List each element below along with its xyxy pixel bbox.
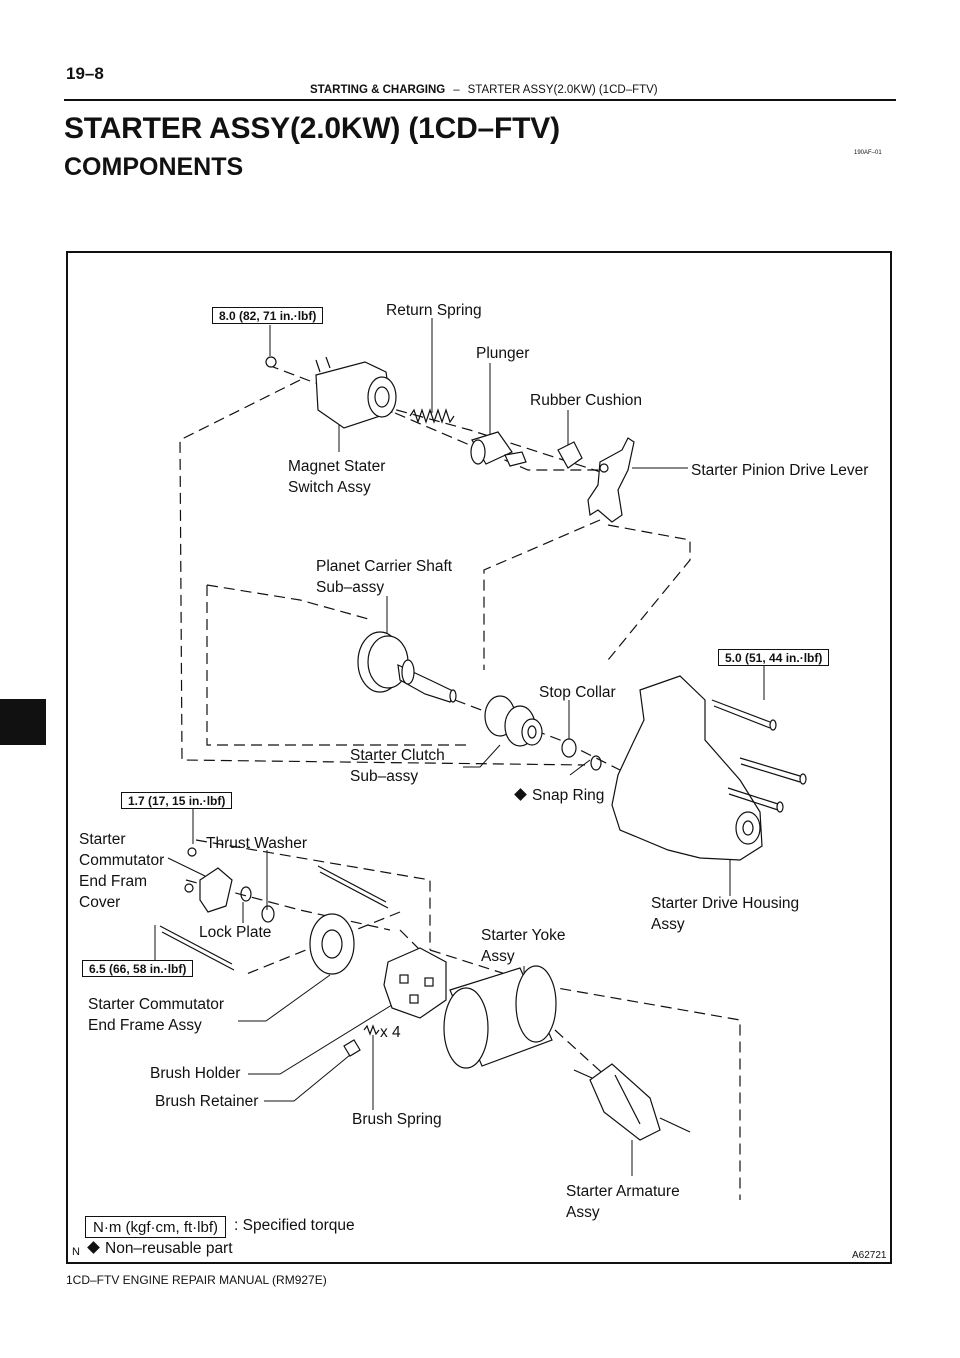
label-cover-line4: Cover	[79, 894, 121, 911]
label-lock-plate: Lock Plate	[199, 924, 272, 941]
brush-spring-part	[364, 1026, 379, 1034]
legend-torque-text: : Specified torque	[234, 1217, 355, 1234]
starter-clutch-part	[485, 696, 542, 746]
label-thrust-washer: Thrust Washer	[206, 835, 308, 852]
label-cover-line3: End Fram	[79, 873, 148, 890]
figure-code: A62721	[852, 1250, 887, 1261]
label-starter-clutch-line1: Starter Clutch	[350, 747, 445, 764]
section-title: COMPONENTS	[64, 153, 244, 181]
label-starter-yoke	[481, 925, 565, 967]
page-title: STARTER ASSY(2.0KW) (1CD–FTV)	[64, 112, 560, 145]
label-starter-clutch	[350, 745, 445, 787]
label-brush-retainer: Brush Retainer	[155, 1093, 259, 1110]
label-cover-line2: Commutator	[79, 852, 165, 869]
label-drive-housing-line2: Assy	[651, 916, 685, 933]
label-magnet-switch-line2: Switch Assy	[288, 479, 371, 496]
label-magnet-switch	[288, 456, 385, 498]
label-end-frame-line1: Starter Commutator	[88, 996, 225, 1013]
label-starter-yoke-line1: Starter Yoke	[481, 927, 566, 944]
label-brush-count: x 4	[380, 1024, 401, 1041]
planet-carrier-part	[358, 632, 456, 702]
starter-armature-part	[574, 1064, 690, 1140]
page-code: 190AF–01	[854, 150, 882, 156]
label-starter-armature	[566, 1181, 680, 1223]
drive-lever-part	[588, 438, 634, 522]
legend-torque-unit-box: N·m (kgf·cm, ft·lbf)	[85, 1216, 226, 1238]
torque-magnet-switch-nut: 8.0 (82, 71 in.·lbf)	[212, 307, 323, 324]
brush-retainer-part	[344, 1040, 360, 1056]
label-brush-holder: Brush Holder	[150, 1065, 241, 1082]
drive-housing-part	[612, 676, 806, 860]
lock-plate-part	[241, 887, 251, 901]
figure-corner-mark: N	[72, 1246, 80, 1258]
label-snap-ring	[513, 785, 604, 806]
label-starter-yoke-line2: Assy	[481, 948, 515, 965]
torque-end-frame-cover-screw: 1.7 (17, 15 in.·lbf)	[121, 792, 232, 809]
label-magnet-switch-line1: Magnet Stater	[288, 458, 386, 475]
label-drive-housing	[651, 893, 799, 935]
label-end-frame-line2: End Frame Assy	[88, 1017, 202, 1034]
label-brush-spring: Brush Spring	[352, 1111, 442, 1128]
snap-ring-part	[591, 756, 601, 770]
header-section: STARTING & CHARGING	[310, 84, 446, 96]
brush-holder-part	[384, 948, 446, 1018]
label-rubber-cushion: Rubber Cushion	[530, 392, 643, 409]
label-pinion-drive-lever: Starter Pinion Drive Lever	[691, 462, 869, 479]
legend-nonreusable	[86, 1240, 233, 1258]
commutator-end-frame-part	[310, 914, 354, 974]
label-armature-line2: Assy	[566, 1204, 600, 1221]
stop-collar-part	[562, 739, 576, 757]
torque-drive-housing-bolt: 5.0 (51, 44 in.·lbf)	[718, 649, 829, 666]
plunger-part	[471, 432, 526, 466]
label-commutator-end-frame-cover	[79, 829, 164, 913]
label-planet-carrier-line2: Sub–assy	[316, 579, 385, 596]
header-subsection: STARTER ASSY(2.0KW) (1CD–FTV)	[467, 84, 658, 96]
label-planet-carrier	[316, 556, 452, 598]
page-number: 19–8	[66, 64, 104, 83]
magnet-switch-part	[266, 357, 396, 428]
label-cover-line1: Starter	[79, 831, 126, 848]
nonreusable-diamond-icon	[514, 788, 527, 801]
label-planet-carrier-line1: Planet Carrier Shaft	[316, 558, 453, 575]
label-commutator-end-frame	[88, 994, 224, 1036]
starter-yoke-part	[444, 966, 556, 1068]
label-stop-collar: Stop Collar	[539, 684, 616, 701]
label-return-spring: Return Spring	[386, 302, 482, 319]
thrust-washer-part	[262, 906, 274, 922]
label-snap-ring-text: Snap Ring	[532, 787, 605, 804]
label-drive-housing-line1: Starter Drive Housing	[651, 895, 800, 912]
label-armature-line1: Starter Armature	[566, 1183, 680, 1200]
torque-through-bolt: 6.5 (66, 58 in.·lbf)	[82, 960, 193, 977]
legend-nonreusable-text: Non–reusable part	[105, 1240, 233, 1257]
label-plunger: Plunger	[476, 345, 530, 362]
nonreusable-diamond-icon	[87, 1241, 100, 1254]
rubber-cushion-part	[558, 442, 582, 468]
end-frame-cover-part	[200, 868, 232, 912]
label-starter-clutch-line2: Sub–assy	[350, 768, 419, 785]
page-footer: 1CD–FTV ENGINE REPAIR MANUAL (RM927E)	[66, 1273, 327, 1287]
header-separator: –	[453, 84, 460, 96]
